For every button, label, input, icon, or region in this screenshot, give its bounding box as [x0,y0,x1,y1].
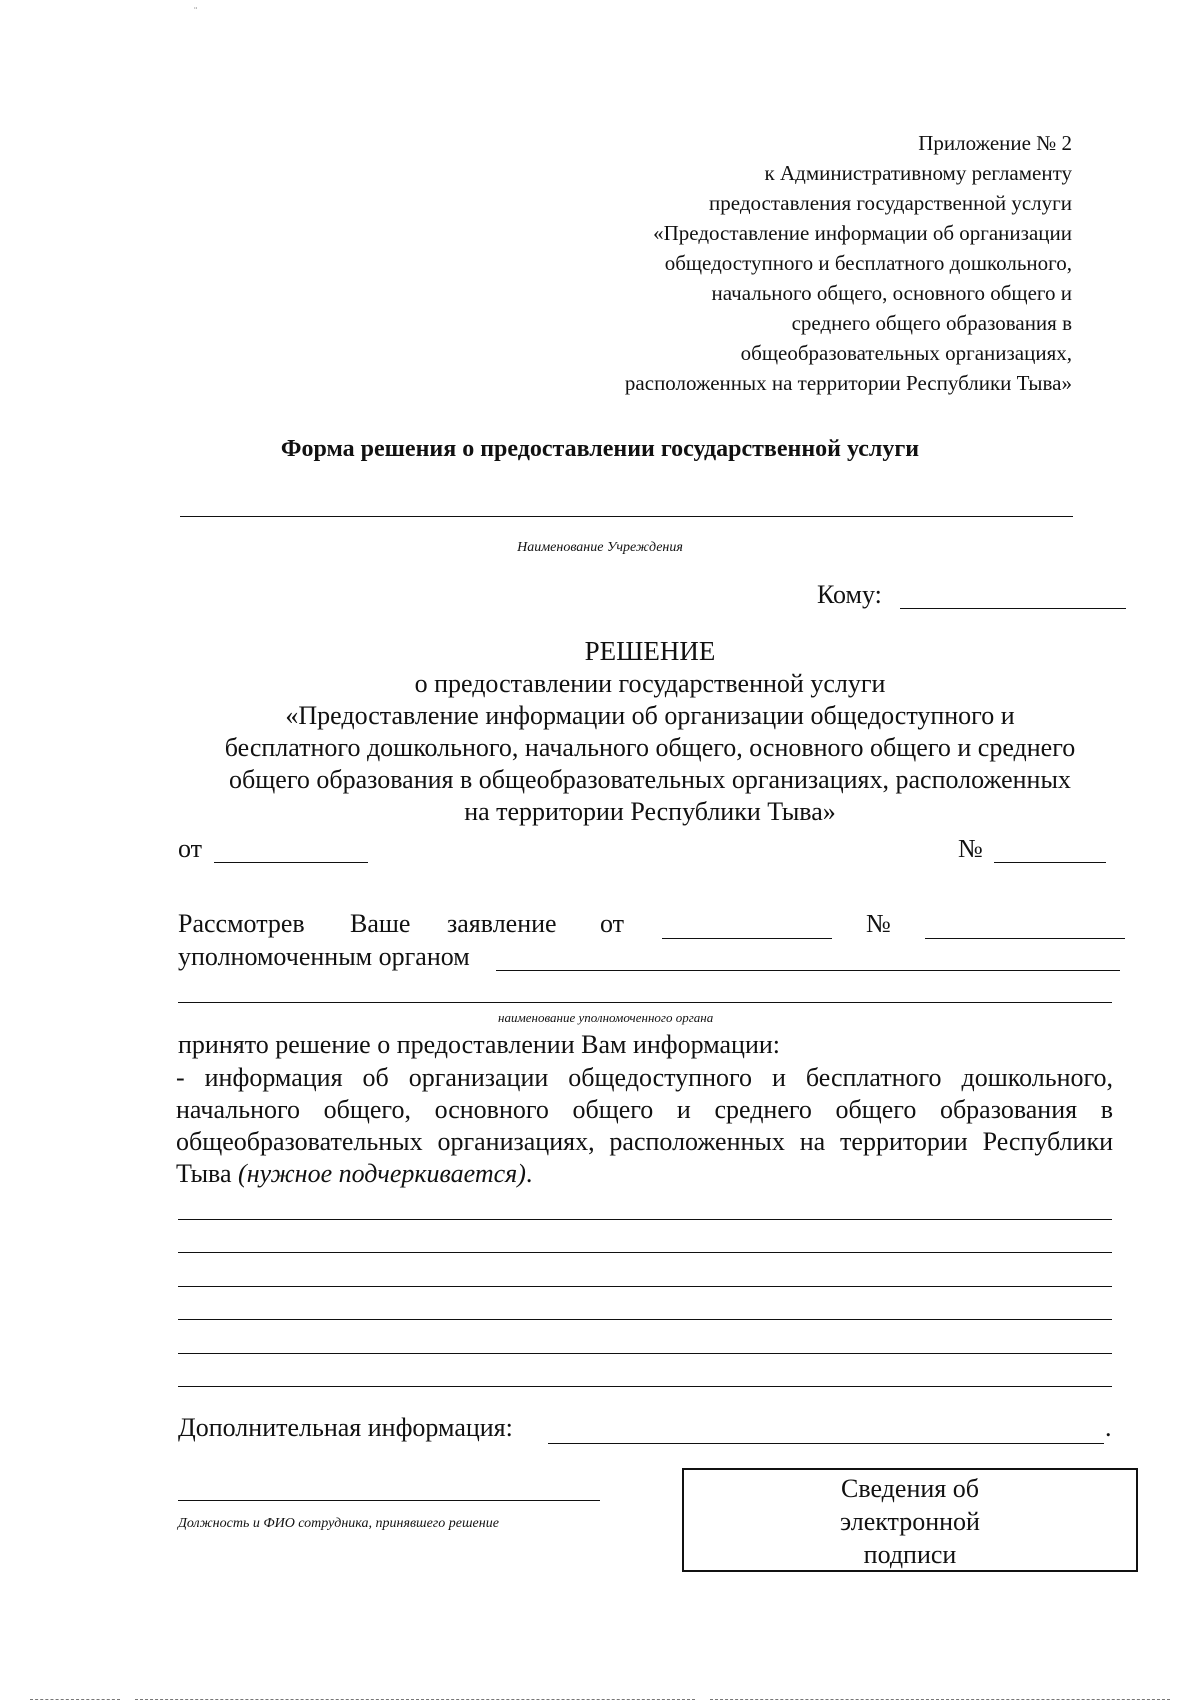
decision-heading: РЕШЕНИЕ [584,636,716,666]
result-note: (нужное подчеркивается) [238,1159,526,1188]
signature-line: подписи [863,1540,957,1569]
review-word: Рассмотрев [178,909,305,938]
scan-artifact [135,1699,695,1700]
number-label: № [958,834,983,863]
result-line: принято решение о предоставлении Вам информации: [178,1030,781,1059]
scan-mark: ¨ [194,6,198,17]
annex-line: общеобразовательных организациях, [740,341,1072,365]
form-title-bold-2: государственной услуги [660,436,920,462]
institution-line[interactable] [180,516,1073,517]
number-field[interactable] [994,862,1106,863]
review-word: от [600,909,625,938]
institution-caption: Наименование Учреждения [517,540,683,555]
result-paragraph [176,1062,1113,1190]
blank-line[interactable] [178,1386,1112,1387]
application-number-field[interactable] [925,938,1125,939]
annex-line: общедоступного и бесплатного дошкольного, [664,251,1072,275]
decision-line: бесплатного дошкольного, начального общего, основного общего и среднего [224,733,1076,762]
signer-caption: Должность и ФИО сотрудника, принявшего решение [178,1516,499,1531]
additional-field[interactable] [548,1443,1104,1444]
blank-line[interactable] [178,1252,1112,1253]
decision-line: «Предоставление информации об организации общедоступного и [285,701,1015,730]
signer-line[interactable] [178,1500,600,1501]
date-label: от [178,834,203,863]
blank-line[interactable] [178,1219,1112,1220]
review-word: Ваше [350,909,411,938]
annex-header [512,128,1072,398]
annex-line: «Предоставление информации об организации [653,221,1072,245]
decision-line: о предоставлении государственной услуги [414,669,886,698]
review-number-sign: № [866,909,891,938]
annex-line: к Административному регламенту [764,161,1072,185]
signature-box [682,1468,1138,1572]
decision-subtitle [150,668,1150,828]
authority-caption: наименование уполномоченного органа [498,1010,714,1025]
authority-field[interactable] [496,970,1120,971]
blank-line[interactable] [178,1319,1112,1320]
additional-dot: . [1105,1413,1112,1442]
annex-line: предоставления государственной услуги [709,191,1072,215]
scan-artifact [30,1699,120,1700]
to-label: Кому: [817,580,882,609]
decision-line: на территории Республики Тыва» [464,797,836,826]
date-field[interactable] [214,862,368,863]
annex-line: расположенных на территории Республики Тыва» [624,371,1072,395]
annex-line: среднего общего образования в [791,311,1072,335]
authority-field-2[interactable] [178,1002,1112,1003]
blank-line[interactable] [178,1286,1112,1287]
result-dot: . [525,1159,533,1188]
signature-line: электронной [840,1507,980,1536]
form-title [0,436,1200,463]
result-text: - информация об организации общедоступного и бесплатного дошкольного, начального общего, основного общего и среднего общего образования в общеобразовательных организациях, расположенных на территории [176,1063,1113,1156]
blank-line[interactable] [178,1353,1112,1354]
scan-artifact [710,1699,1170,1700]
annex-line: начального общего, основного общего и [711,281,1072,305]
form-title-bold: Форма решения [280,436,457,462]
additional-label: Дополнительная информация: [178,1413,513,1442]
annex-line: Приложение № 2 [918,131,1072,155]
application-date-field[interactable] [662,938,832,939]
result-text-end: Республики Тыва [176,1127,1114,1188]
to-field[interactable] [900,608,1126,609]
decision-line: общего образования в общеобразовательных организациях, расположенных [229,765,1071,794]
authority-label: уполномоченным органом [178,942,470,971]
review-word: заявление [447,909,557,938]
signature-line: Сведения об [841,1474,979,1503]
form-title-mid: о предоставлении [456,436,661,462]
